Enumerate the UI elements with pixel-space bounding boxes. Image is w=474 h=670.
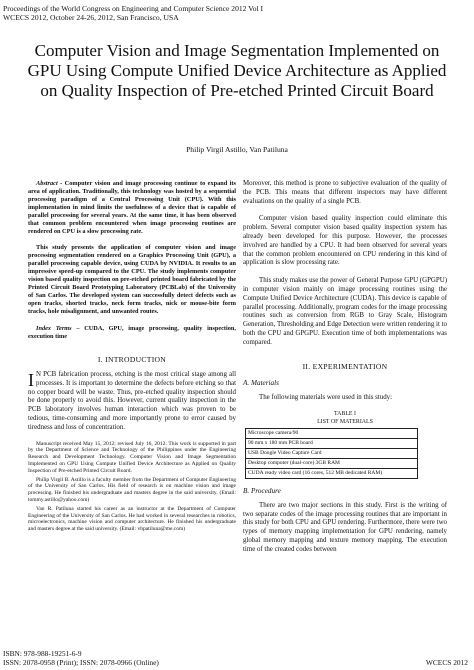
running-header: [3, 4, 263, 23]
subsection-heading-procedure: B. Procedure: [243, 486, 281, 495]
table-cell: Microscope camera/90: [246, 428, 418, 438]
footer-isbn: ISBN: 978-988-19251-6-9: [3, 649, 82, 658]
table-row: [246, 468, 418, 478]
introduction-paragraph: [28, 371, 236, 433]
header-line-2: WCECS 2012, October 24-26, 2012, San Francisco, USA: [3, 13, 179, 23]
paper-title: Computer Vision and Image Segmentation Implemented on GPU Using Compute Unified Device Architecture as Applied on Quality Inspection of Pre-etched Printed Circuit Board: [27, 41, 447, 100]
table-number: TABLE I: [334, 411, 356, 418]
abstract-paragraph-1: [28, 180, 236, 236]
table-row: [246, 448, 418, 458]
table-row: [246, 428, 418, 438]
footer-identifiers: [3, 649, 159, 667]
procedure-paragraph: There are two major sections in this study. First is the writing of two separate codes of the image processing routines that are important in this study for both CPU and GPU rendering. Furthermore, there were two types of memory mapping implementation for GPU rendering, namely global memory mapping and texture memory mapping. The execution time of the created codes between: [243, 501, 447, 553]
drop-cap: I: [28, 370, 34, 390]
table-title: LIST OF MATERIALS: [317, 418, 373, 425]
table-cell: USB Dongle Video Capture Card: [246, 448, 418, 458]
subsection-heading-materials: A. Materials: [243, 378, 279, 387]
header-line-1: Proceedings of the World Congress on Engineering and Computer Science 2012 Vol I: [3, 4, 264, 13]
abstract-text-1: Computer vision and image processing continue to expand its area of application. Traditionally, this technology was hosted by a sequential processing paradigm of a Central Processing Unit (CPU). With this implementation in mind limits the usefulness of a device that is capable of parallel processing for several years. At the same time, it has been observed that common problem encountered when image processing routines are rendered on CPU is a slow processing rate.: [28, 180, 236, 235]
footer-conference: WCECS 2012: [425, 658, 468, 667]
author-list: Philip Virgil Astillo, Van Patiluna: [186, 145, 288, 154]
section-heading-introduction: I. INTRODUCTION: [97, 355, 167, 364]
introduction-text: N PCB fabrication process, etching is the most critical stage among all processes. It is important to determine the defects before etching so that no copper board will be waste. Thus, pre-etched quality inspection should be done properly to avoid this. However, current quality inspection in the PCB laboratory involves human interaction which was proven to be tedious, time-consuming and more importantly prone to error caused by tiredness and loss of concentration.: [28, 371, 236, 431]
index-terms-label: Index Terms: [36, 325, 72, 332]
abstract-paragraph-2: This study presents the application of computer vision and image processing segmentation rendered on a Graphics Processing Unit (GPU), a parallel processing capable device, using CUDA by NVIDIA. It results to an impressive speed-up compared to the CPU. The study implements computer vision based quality inspection on pre-etched printed board fabricated by the Printed Circuit Board Prototyping Laboratory (PCBLab) of the University of San Carlos. The developed system can successfully detect defects such as open tracks, shorted tracks, neck form tracks, nick or mouse-bite form tracks, hole misalignment, and unwanted routes.: [28, 244, 236, 315]
footnote-manuscript: Manuscript received May 15, 2012; revised July 16, 2012. This work is supported in part by the Department of Science and Technology of the Philippines under the Engineering Research and Development Technology. Computer Vision and Image Segmentation Implemented on GPU Using Compute Unified Device Architecture as Applied on Quality Inspection of Pre-etched Printed Circuit Board.: [28, 440, 236, 474]
body-paragraph-3: This study makes use the power of General Purpose GPU (GPGPU) in computer vision mainly on image processing routines using the Compute Unified Device Architecture (CUDA). This device is capable of parallel processing. Additionally, program codes for the image processing routines such as conversion from RGB to Gray Scale, Histogram Generation, Thresholding and Edge Detection were written rendering it to both the CPU and GPGPU. Execution time of both implementations was compared.: [243, 277, 447, 346]
body-paragraph-1: Moreover, this method is prone to subjective evaluation of the quality of the PCB. This means that different inspectors may have different evaluations on the quality of a single PCB.: [243, 180, 447, 205]
materials-intro: The following materials were used in this study:: [259, 393, 393, 401]
body-paragraph-2: Computer vision based quality inspection could eliminate this problem. Several computer vision based quality inspection system has already been developed for this purpose. However, the processes involved are handled by a CPU. It had been observed for several years that the common problem encountered on CPU rendering in this kind of application is slow processing rate.: [243, 215, 447, 267]
footnote-author-1: Philip Virgil B. Astillo is a faculty member from the Department of Computer Engineering of the University of San Carlos. His field of research is on machine vision and image processing. He finished his undergraduate and masters degree in the said university. (Email: tommy.astillo@yahoo.com): [28, 476, 236, 503]
table-cell: 90 mm x 180 mm PCB board: [246, 438, 418, 448]
table-row: [246, 438, 418, 448]
table-cell: CUDA ready video card (16 cores, 512 MB dedicated RAM): [246, 468, 418, 478]
materials-table: [245, 428, 418, 479]
index-terms: [28, 325, 236, 341]
right-column: [243, 180, 447, 564]
abstract-label: Abstract -: [36, 180, 63, 187]
table-caption: [243, 411, 447, 425]
left-column: [28, 180, 236, 535]
table-cell: Desktop computer (dual-core) 3GB RAM: [246, 458, 418, 468]
table-row: [246, 458, 418, 468]
index-terms-text: – CUDA, GPU, image processing, quality inspection, execution time: [28, 325, 236, 340]
footnotes: [28, 441, 236, 533]
footnote-author-2: Van R. Patiluna started his career as an instructor at the Department of Computer Engineering of the University of San Carlos. He had worked in several researches in robotics, microelectronics, machine vision and computer architecture. He finished his undergraduate and masters degree at the said university. (Email: vbpatiluna@me.com): [28, 505, 236, 533]
section-heading-experimentation: II. EXPERIMENTATION: [302, 361, 388, 371]
footer-issn: ISSN: 2078-0958 (Print); ISSN: 2078-0966 (Online): [3, 658, 159, 667]
